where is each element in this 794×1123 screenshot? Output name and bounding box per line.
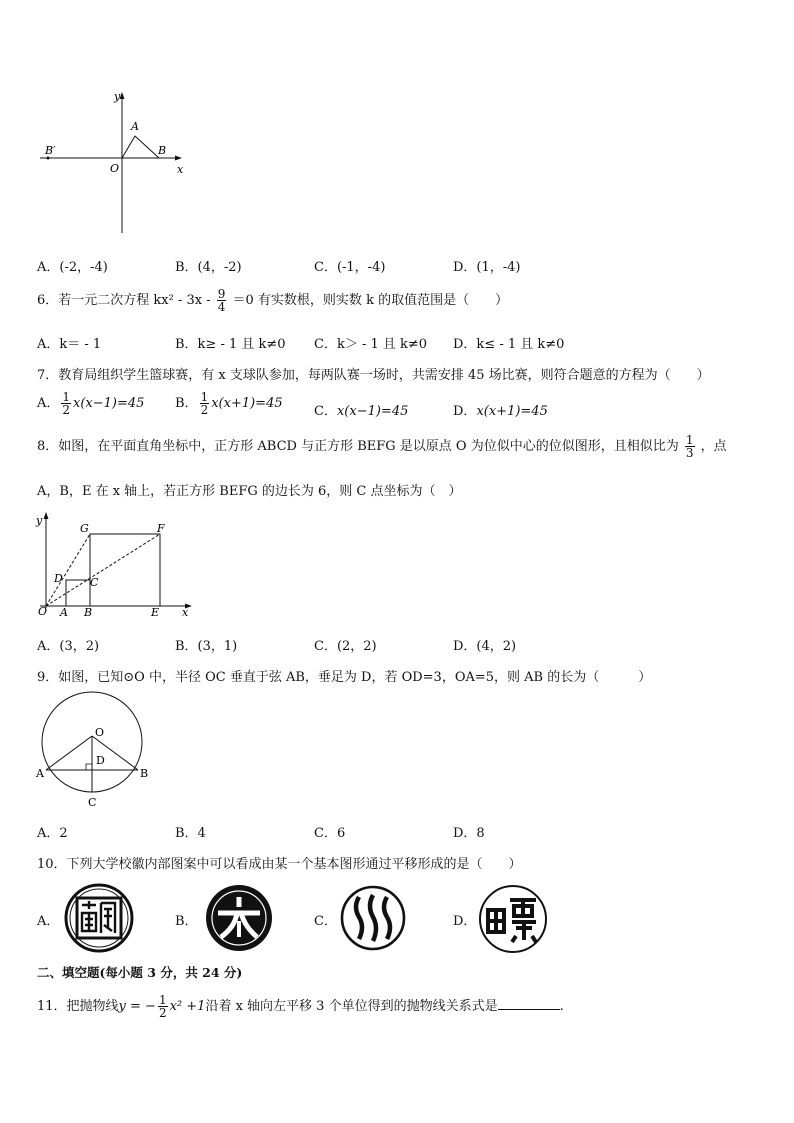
q7-option-a-label: A． [37,396,60,411]
q6-option-a[interactable]: A．k＝ - 1 [37,337,102,352]
q7-option-a-fraction [61,391,71,416]
q7-option-b[interactable] [175,391,283,416]
q7-option-a-expr: x(x−1)=45 [73,396,145,411]
q6-option-d[interactable]: D．k≤ - 1 且 k≠0 [453,337,565,352]
q8-squares-figure [30,508,200,623]
q5-point-bprime-label: B′ [45,144,56,157]
q10-emblem-a [64,883,134,953]
q9-option-b[interactable]: B．4 [175,826,206,841]
q10-emblem-c [340,885,406,951]
q6-option-c[interactable]: C．k＞ - 1 且 k≠0 [314,337,428,352]
q6-stem [37,288,508,313]
q8-frac-den: 3 [685,446,694,460]
q8-point-d-label: D [54,572,63,585]
q10-option-c[interactable]: C． [314,914,337,929]
q8-origin-label: O [38,605,48,618]
q6-stem-post: ＝0 有实数根，则实数 k 的取值范围是（ ） [232,293,509,308]
q9-stem: 9．如图，已知⊙O 中，半径 OC 垂直于弦 AB，垂足为 D，若 OD=3，OA=5，则 AB 的长为（ ） [37,670,652,685]
q10-emblem-b [204,883,274,953]
q8-stem-line2: A，B，E 在 x 轴上，若正方形 BEFG 的边长为 6，则 C 点坐标为（ ） [37,484,462,499]
q6-frac-num: 9 [217,287,226,301]
q11-y-eq: y = − [118,999,156,1014]
q5-origin-label: O [110,162,120,175]
q11-stem-pre: 11．把抛物线 [37,999,119,1014]
q7-option-a-frac-den: 2 [62,403,71,417]
q5-x-axis-label: x [177,163,184,176]
q8-option-d[interactable]: D．(4，2) [453,639,517,654]
q8-frac-num: 1 [685,433,694,447]
q8-stem-post: ，点 [700,439,727,454]
q8-point-a-label: A [60,606,68,619]
q11-fraction [158,994,168,1019]
q9-point-c-label: C [88,796,97,809]
q6-fraction [217,288,227,313]
q11-stem [37,994,564,1019]
q5-option-d[interactable]: D．(1，-4) [453,260,521,275]
q9-point-b-label: B [140,767,149,780]
q7-option-d[interactable] [453,400,548,419]
q11-stem-post: 沿着 x 轴向左平移 3 个单位得到的抛物线关系式是 [205,999,498,1014]
q7-option-b-expr: x(x+1)=45 [211,396,283,411]
section-2-heading: 二、填空题(每小题 3 分，共 24 分) [37,965,243,980]
q9-option-c[interactable]: C．6 [314,826,346,841]
q7-option-a[interactable] [37,391,144,416]
q8-point-g-label: G [80,522,89,535]
q8-option-c[interactable]: C．(2，2) [314,639,377,654]
q8-point-f-label: F [157,522,165,535]
q6-option-b[interactable]: B．k≥ - 1 且 k≠0 [175,337,286,352]
q7-option-c-label: C． [314,404,337,419]
q7-option-d-label: D． [453,404,477,419]
q7-option-b-fraction [200,391,210,416]
q8-stem-pre: 8．如图，在平面直角坐标中，正方形 ABCD 与正方形 BEFG 是以原点 O 为位似中心的位似图形，且相似比为 [37,439,679,454]
q7-option-c[interactable] [314,400,408,419]
q5-option-c[interactable]: C．(-1，-4) [314,260,386,275]
q5-option-b[interactable]: B．(4，-2) [175,260,242,275]
q11-answer-blank[interactable] [498,997,560,1010]
q5-point-a-label: A [131,120,139,133]
q7-option-b-frac-den: 2 [200,403,209,417]
q5-y-axis-label: y [114,90,121,103]
q11-expr: x² +1 [169,999,206,1014]
q10-option-d[interactable]: D． [453,914,477,929]
q8-stem-line1 [37,434,727,459]
q9-option-d[interactable]: D．8 [453,826,485,841]
q10-emblem-d [478,884,548,954]
q7-option-b-label: B． [175,396,198,411]
q8-option-a[interactable]: A．(3，2) [37,639,100,654]
q8-x-axis-label: x [182,606,189,619]
q8-fraction [685,434,695,459]
q11-frac-num: 1 [158,993,167,1007]
q8-point-b-label: B [84,606,93,619]
q8-point-e-label: E [151,606,160,619]
q10-option-b[interactable]: B． [175,914,198,929]
q11-stem-end: . [559,999,564,1014]
q8-option-b[interactable]: B．(3，1) [175,639,238,654]
q9-option-a[interactable]: A．2 [37,826,68,841]
q5-option-a[interactable]: A．(-2，-4) [37,260,108,275]
q8-point-c-label: C [90,576,99,589]
q7-option-c-expr: x(x−1)=45 [336,404,409,419]
q9-point-a-label: A [36,767,44,780]
q7-stem: 7．教育局组织学生篮球赛，有 x 支球队参加，每两队赛一场时，共需安排 45 场比赛，则符合题意的方程为（ ） [37,368,710,383]
q10-stem: 10．下列大学校徽内部图案中可以看成由某一个基本图形通过平移形成的是（ ） [37,857,522,872]
q6-frac-den: 4 [217,300,226,314]
q9-circle-figure [34,688,154,812]
q8-y-axis-label: y [36,514,43,527]
q7-option-b-frac-num: 1 [200,390,209,404]
q9-point-d-label: D [96,754,105,767]
q11-frac-den: 2 [158,1006,167,1020]
q9-point-o-label: O [95,726,105,739]
q7-option-d-expr: x(x+1)=45 [476,404,548,419]
q10-option-a[interactable]: A． [37,914,60,929]
q6-stem-pre: 6．若一元二次方程 kx² - 3x - [37,293,211,308]
q5-coordinate-figure [30,88,200,238]
q7-option-a-frac-num: 1 [62,390,71,404]
q5-point-b-label: B [158,144,167,157]
